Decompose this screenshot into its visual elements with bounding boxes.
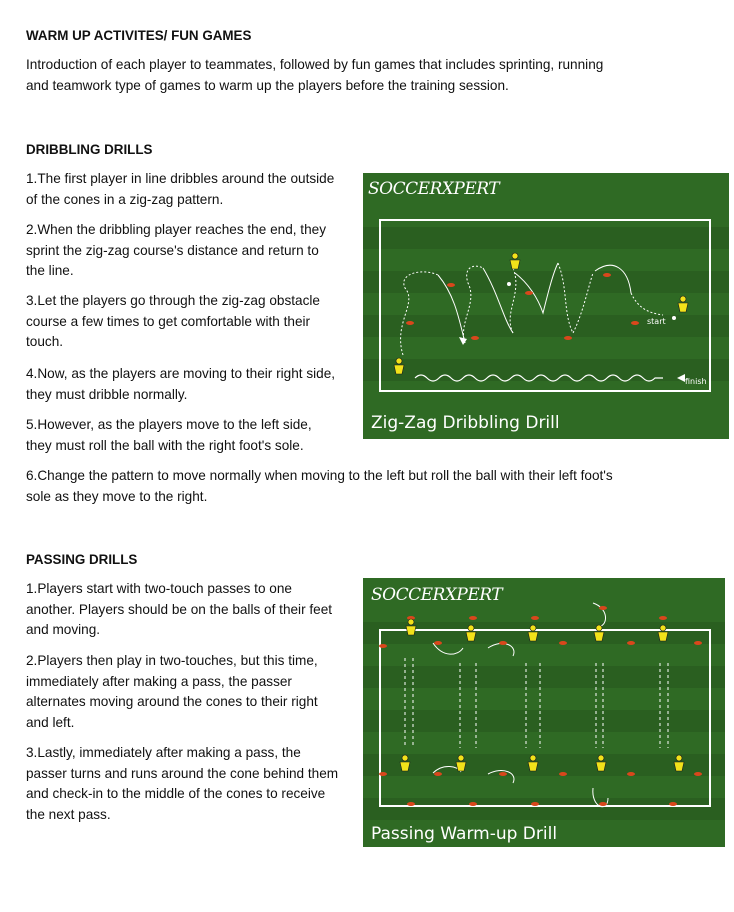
step-line: 4.Now, as the players are moving to their right side, [26,366,336,381]
step-line: alternates moving around the cones to their right [26,694,318,709]
step-line: sprint the zig-zag course's distance and return to [26,242,319,258]
warmup-paragraph [26,55,603,96]
step-line: and check-in to the middle of the cones to receive [26,786,326,801]
step-line: 2.Players then play in two-touches, but this time, [26,653,318,668]
step-line: touch. [26,334,64,349]
diagram-caption: Passing Warm-up Drill [371,824,558,844]
passing-step-1 [26,579,332,641]
step-line: 5.However, as the players move to the left side, [26,417,312,432]
step-line: the next pass. [26,806,111,822]
brand-logo: SOCCERXPERT [371,585,503,605]
passing-field-drawing [363,578,725,847]
step-line: 6.Change the pattern to move normally when moving to the left but roll the ball with their left foot's [26,468,613,483]
passing-warmup-diagram [363,578,725,847]
section-heading-passing: PASSING DRILLS [26,552,138,567]
step-line: and left. [26,714,75,730]
step-line: 3.Let the players go through the zig-zag obstacle [26,293,320,308]
warmup-line: and teamwork type of games to warm up the players before the training session. [26,77,509,93]
zigzag-field-drawing [363,173,729,439]
dribbling-step-6 [26,466,613,507]
warmup-line: Introduction of each player to teammates, followed by fun games that includes sprinting, running [26,57,604,72]
dribbling-step-5 [26,415,312,456]
step-line: of the cones in a zig-zag pattern. [26,191,224,207]
dribbling-step-3 [26,291,320,353]
step-line: course a few times to get comfortable with their [26,313,311,329]
section-heading-dribbling: DRIBBLING DRILLS [26,142,153,157]
finish-label: finish [685,377,707,386]
step-line: 1.Players start with two-touch passes to one [26,581,292,596]
step-line: 1.The first player in line dribbles around the outside [26,171,335,186]
step-line: and moving. [26,622,101,637]
step-line: 3.Lastly, immediately after making a pass, the [26,745,301,760]
dribbling-step-4 [26,364,335,405]
step-line: sole as they move to the right. [26,488,208,504]
step-line: they must dribble normally. [26,386,188,402]
brand-logo: SOCCERXPERT [368,179,500,199]
zigzag-dribbling-diagram [363,173,729,439]
passing-step-2 [26,651,318,733]
step-line: 2.When the dribbling player reaches the end, they [26,222,327,237]
dribbling-step-1 [26,169,334,210]
step-line: another. Players should be on the balls of their feet [26,601,333,617]
start-label: start [647,317,666,326]
dribbling-step-2 [26,220,326,282]
section-heading-warmup: WARM UP ACTIVITES/ FUN GAMES [26,28,252,43]
diagram-caption: Zig-Zag Dribbling Drill [371,413,560,433]
passing-step-3 [26,743,338,825]
step-line: passer turns and runs around the cone behind them [26,765,339,781]
step-line: immediately after making a pass, the passer [26,673,292,689]
step-line: they must roll the ball with the right foot's sole. [26,437,304,453]
step-line: the line. [26,263,74,278]
